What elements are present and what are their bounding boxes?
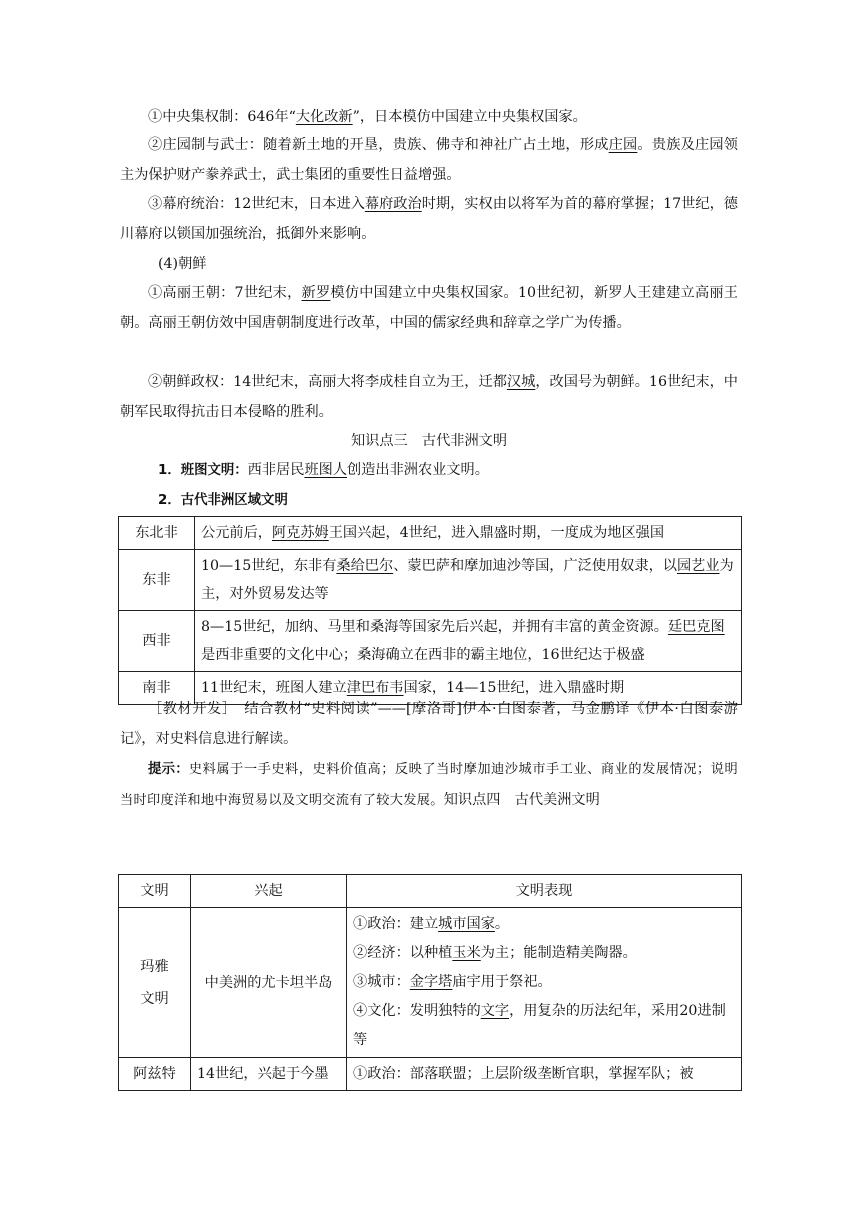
japan-manor-paragraph: ②庄园制与武士：随着新土地的开垦，贵族、佛寺和神社广占土地，形成庄园。贵族及庄园领主为保护财产豢养武士，武士集团的重要性日益增强。: [120, 137, 738, 183]
rise-cell: 14世纪，兴起于今墨: [191, 1058, 347, 1091]
header-rise: 兴起: [191, 875, 347, 908]
japan-shogunate-paragraph: ③幕府统治：12世纪末，日本进入幕府政治时期，实权由以将军为首的幕府掌握；17世纪，德川幕府以锁国加强统治，抵御外来影响。: [120, 196, 738, 242]
achievement-politics: ①政治：建立城市国家。: [353, 916, 510, 932]
achievements-cell: ①政治：部落联盟；上层阶级垄断官职，掌握军队；被: [347, 1058, 742, 1091]
bantu-item: 1．班图文明：西非居民班图人创造出非洲农业文明。: [158, 462, 489, 478]
achievement-culture: ④文化：发明独特的文字，用复杂的历法纪年，采用20进制等: [353, 1003, 726, 1048]
table-row: [119, 908, 742, 1058]
civilization-cell: 玛雅文明: [119, 908, 191, 1058]
africa-section-title: 知识点三 古代非洲文明: [350, 433, 508, 449]
civilization-cell: 阿兹特: [119, 1058, 191, 1091]
region-cell: 西非: [119, 611, 195, 672]
korea-joseon-paragraph: ②朝鲜政权：14世纪末，高丽大将李成桂自立为王，迁都汉城，改国号为朝鲜。16世纪末，中朝军民取得抗击日本侵略的胜利。: [120, 374, 738, 420]
header-civilization: 文明: [119, 875, 191, 908]
korea-heading: (4)朝鲜: [158, 256, 207, 272]
region-desc-cell: 10—15世纪，东非有桑给巴尔、蒙巴萨和摩加迪沙等国，广泛使用奴隶，以园艺业为主，对外贸易发达等: [195, 550, 742, 611]
region-cell: 南非: [119, 672, 195, 705]
america-civilizations-table: [118, 874, 742, 1091]
table-row: [119, 550, 742, 611]
rise-cell: 中美洲的尤卡坦半岛: [191, 908, 347, 1058]
achievement-city: ③城市：金字塔庙宇用于祭祀。: [353, 974, 552, 990]
region-cell: 东非: [119, 550, 195, 611]
hint-paragraph: 提示：史料属于一手史料，史料价值高；反映了当时摩加迪沙城市手工业、商业的发展情况；说明当时印度洋和地中海贸易以及文明交流有了较大发展。知识点四 古代美洲文明: [120, 762, 739, 808]
table-row: [119, 1058, 742, 1091]
textbook-development-paragraph: ［教材开发］ 结合教材“史料阅读”——[摩洛哥]伊本·白图泰著，马金鹏译《伊本·白图泰游记》，对史料信息进行解读。: [120, 701, 738, 747]
region-cell: 东北非: [119, 517, 195, 550]
region-desc-cell: 8—15世纪，加纳、马里和桑海等国家先后兴起，并拥有丰富的黄金资源。廷巴克图是西非重要的文化中心；桑海确立在西非的霸主地位，16世纪达于极盛: [195, 611, 742, 672]
korea-goryeo-paragraph: ①高丽王朝：7世纪末，新罗模仿中国建立中央集权国家。10世纪初，新罗人王建建立高丽王朝。高丽王朝仿效中国唐朝制度进行改革，中国的儒家经典和辞章之学广为传播。: [120, 285, 738, 331]
africa-regions-table: [118, 516, 742, 705]
table-row: [119, 611, 742, 672]
achievement-economy: ②经济：以种植玉米为主；能制造精美陶器。: [353, 945, 637, 961]
regional-civ-heading: 2．古代非洲区域文明: [158, 493, 288, 508]
table-header-row: [119, 875, 742, 908]
achievements-cell: [347, 908, 742, 1058]
region-desc-cell: 公元前后，阿克苏姆王国兴起，4世纪，进入鼎盛时期，一度成为地区强国: [195, 517, 742, 550]
header-achievements: 文明表现: [347, 875, 742, 908]
region-desc-cell: 11世纪末，班图人建立津巴布韦国家，14—15世纪，进入鼎盛时期: [195, 672, 742, 705]
japan-centralization-paragraph: ①中央集权制：646年“大化改新”，日本模仿中国建立中央集权国家。: [148, 109, 587, 125]
table-row: [119, 517, 742, 550]
